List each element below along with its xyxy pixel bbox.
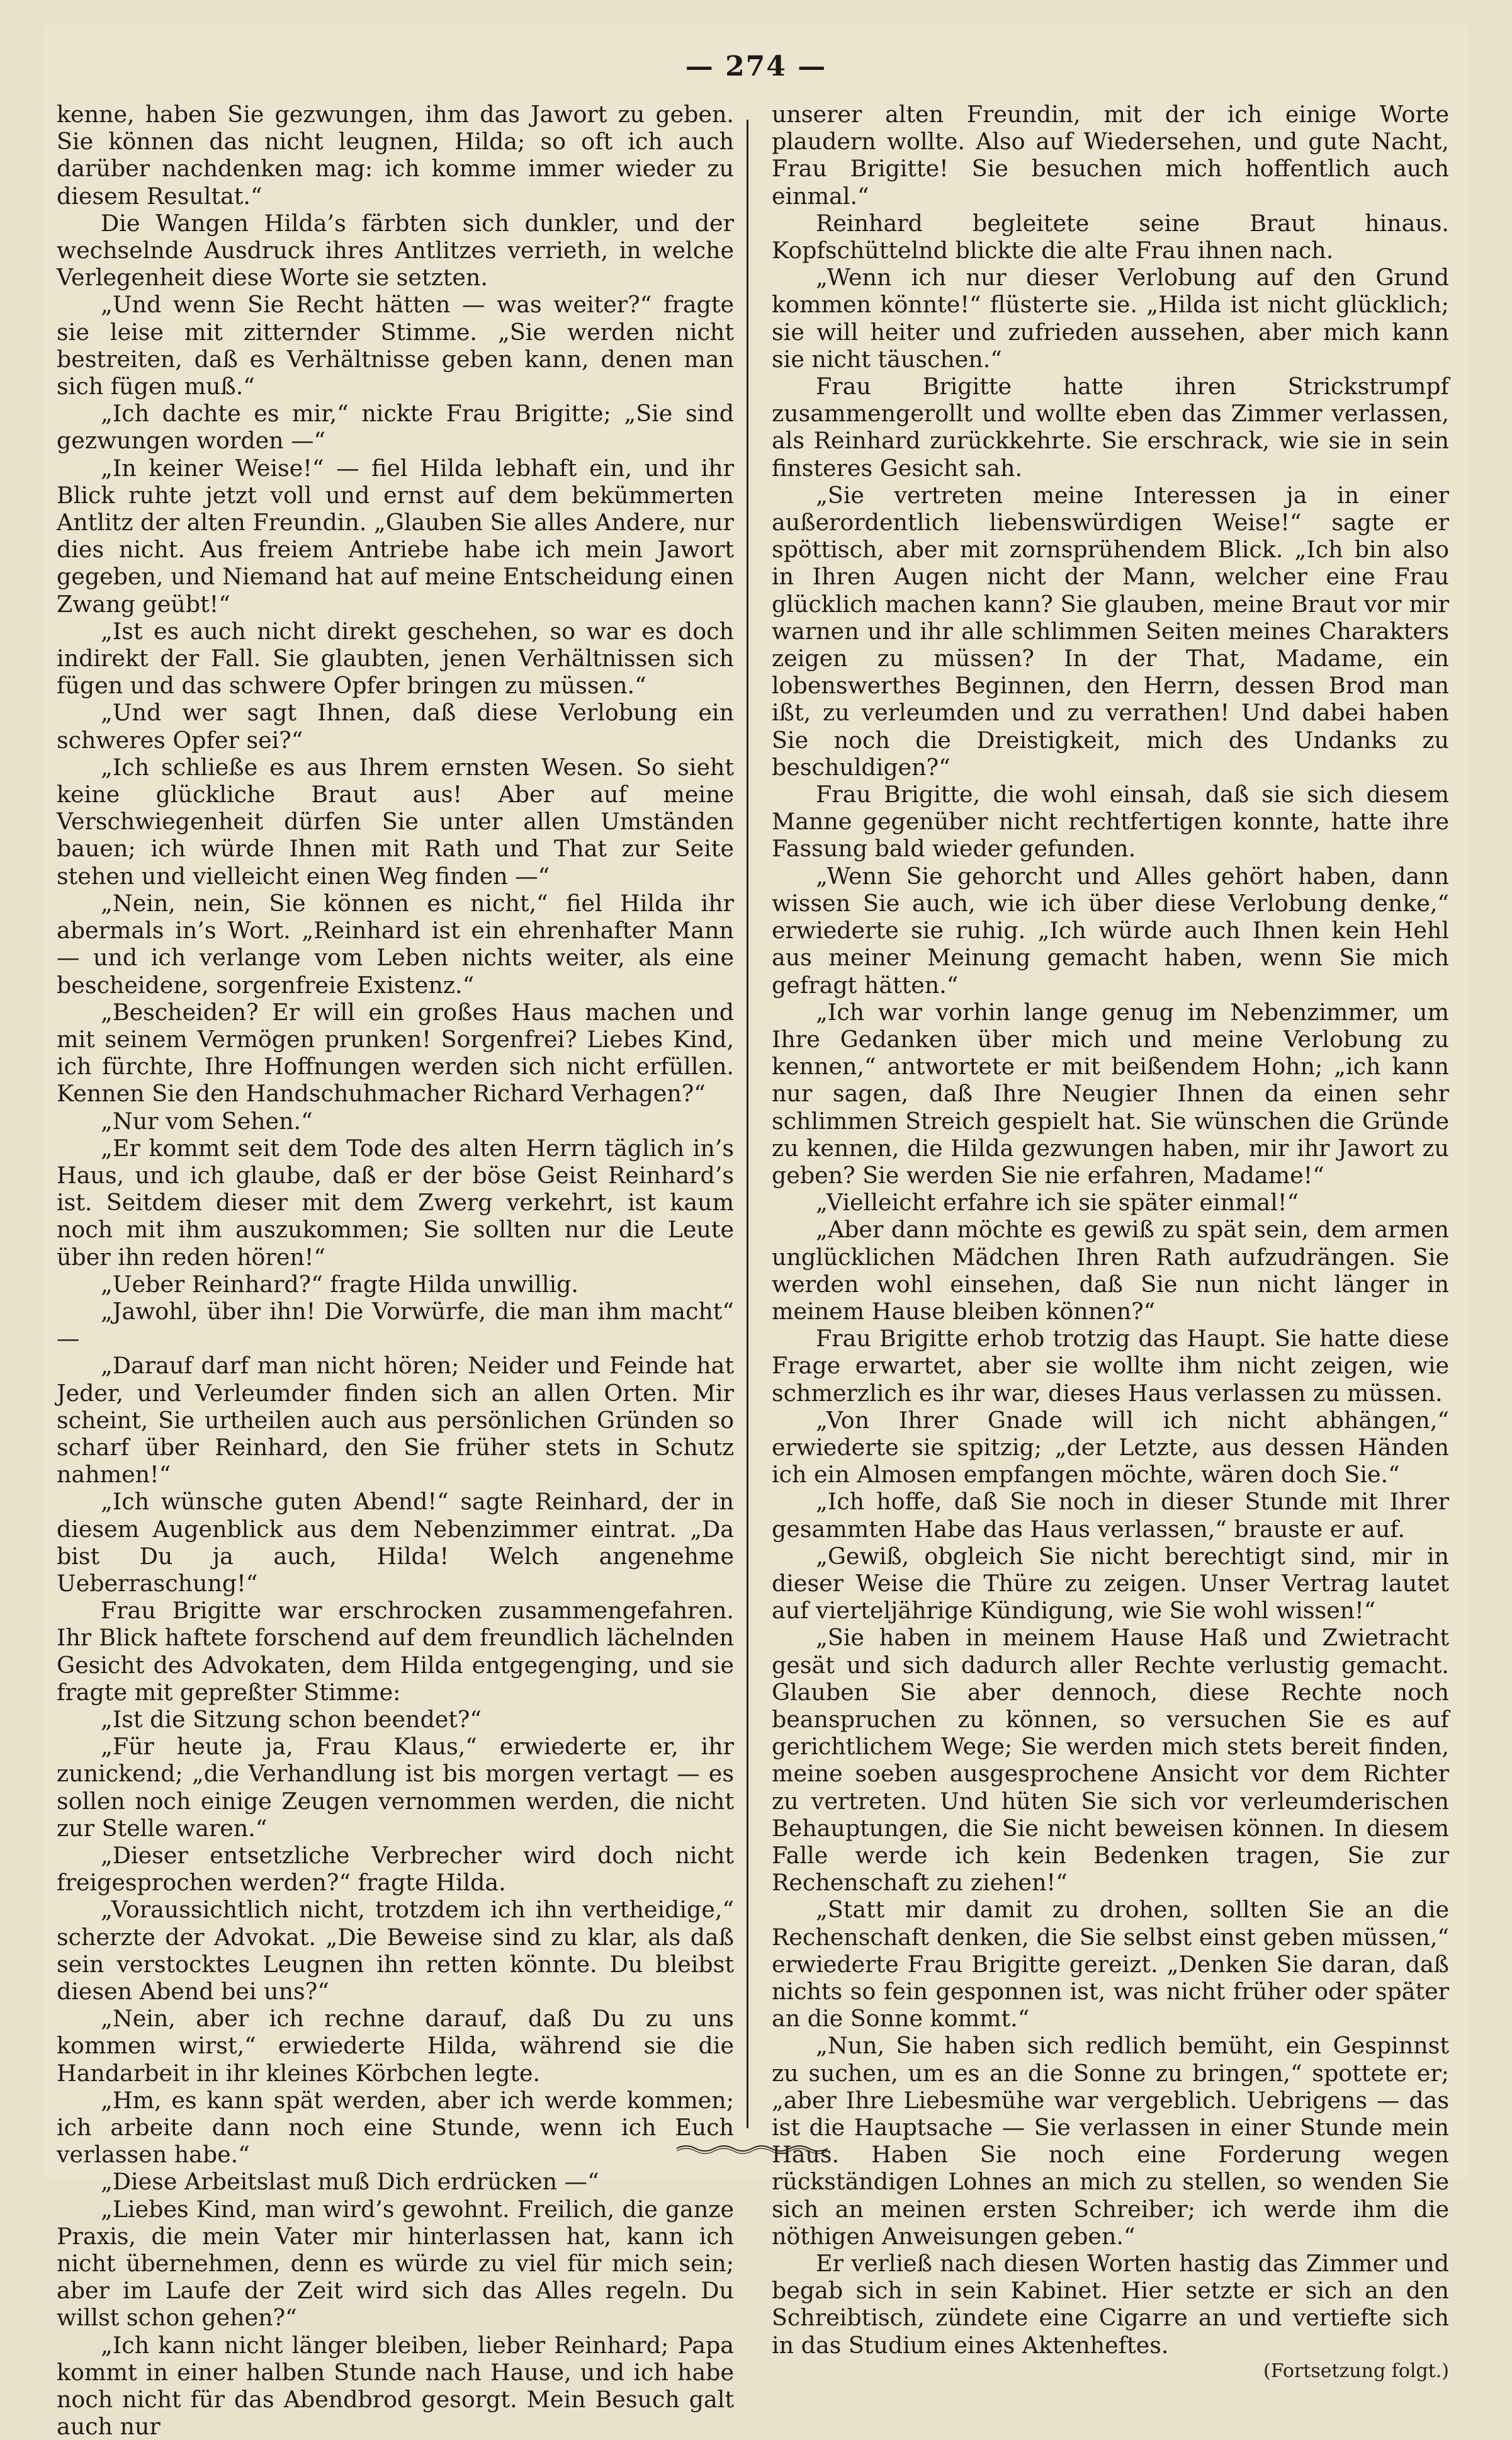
paragraph: „Liebes Kind, man wird’s gewohnt. Freilich, die ganze Praxis, die mein Vater mir hinterlassen hat, kann ich nicht übernehmen, denn es würde zu viel für mich sein; aber im Laufe der Zeit wird sich das Alles regeln. Du willst schon gehen?“ bbox=[57, 2195, 734, 2332]
end-ornament bbox=[674, 2142, 837, 2155]
paragraph: „In keiner Weise!“ — fiel Hilda lebhaft ein, und ihr Blick ruhte jetzt voll und ernst auf dem bekümmerten Antlitz der alten Freundin. „Glauben Sie alles Andere, nur dies nicht. Aus freiem Antriebe habe ich mein Jawort gegeben, und Niemand hat auf meine Entscheidung einen Zwang geübt!“ bbox=[57, 454, 734, 618]
paragraph: „Ich kann nicht länger bleiben, lieber Reinhard; Papa kommt in einer halben Stunde nach Hause, und ich habe noch nicht für das Abendbrod gesorgt. Mein Besuch galt auch nur bbox=[57, 2331, 734, 2440]
paragraph: „Ueber Reinhard?“ fragte Hilda unwillig. bbox=[101, 1270, 578, 1298]
paragraph: „Er kommt seit dem Tode des alten Herrn täglich in’s Haus, und ich glaube, daß er der böse Geist Reinhard’s ist. Seitdem dieser mit dem Zwerg verkehrt, ist kaum noch mit ihm auszukommen; Sie sollten nur die Leute über ihn reden hören!“ bbox=[57, 1134, 734, 1271]
newspaper-page bbox=[44, 25, 1468, 2440]
paragraph: „Und wenn Sie Recht hätten — was weiter?“ fragte sie leise mit zitternder Stimme. „Sie werden nicht bestreiten, daß es Verhältnisse geben kann, denen man sich fügen muß.“ bbox=[57, 291, 734, 400]
paragraph: „Jawohl, über ihn! Die Vorwürfe, die man ihm macht“ — bbox=[57, 1297, 734, 1353]
paragraph: „Für heute ja, Frau Klaus,“ erwiederte er, ihr zunickend; „die Verhandlung ist bis morgen vertagt — es sollen noch einige Zeugen vernommen werden, die nicht zur Stelle waren.“ bbox=[57, 1733, 734, 1842]
paragraph: „Wenn ich nur dieser Verlobung auf den Grund kommen könnte!“ flüsterte sie. „Hilda ist nicht glücklich; sie will heiter und zufrieden aussehen, aber mich kann sie nicht täuschen.“ bbox=[772, 264, 1449, 373]
paragraph: Frau Brigitte erhob trotzig das Haupt. Sie hatte diese Frage erwartet, aber sie wollte ihm nicht zeigen, wie schmerzlich es ihr war, dieses Haus verlassen zu müssen. bbox=[772, 1325, 1449, 1407]
paragraph: Frau Brigitte, die wohl einsah, daß sie sich diesem Manne gegenüber nicht rechtfertigen konnte, hatte ihre Fassung bald wieder gefunden. bbox=[772, 781, 1449, 863]
page-number: — 274 — bbox=[685, 50, 827, 82]
paragraph: unserer alten Freundin, mit der ich einige Worte plaudern wollte. Also auf Wiedersehen, und gute Nacht, Frau Brigitte! Sie besuchen mich hoffentlich auch einmal.“ bbox=[772, 101, 1449, 210]
paragraph: „Und wer sagt Ihnen, daß diese Verlobung ein schweres Opfer sei?“ bbox=[57, 699, 734, 754]
paragraph: „Nein, aber ich rechne darauf, daß Du zu uns kommen wirst,“ erwiederte Hilda, während sie die Handarbeit in ihr kleines Körbchen legte. bbox=[57, 2005, 734, 2087]
paragraph: Er verließ nach diesen Worten hastig das Zimmer und begab sich in sein Kabinet. Hier setzte er sich an den Schreibtisch, zündete eine Cigarre an und vertiefte sich in das Studium eines Aktenheftes. bbox=[772, 2250, 1449, 2359]
paragraph: „Gewiß, obgleich Sie nicht berechtigt sind, mir in dieser Weise die Thüre zu zeigen. Unser Vertrag lautet auf vierteljährige Kündigung, wie Sie wohl wissen!“ bbox=[772, 1542, 1449, 1625]
paragraph: „Ich hoffe, daß Sie noch in dieser Stunde mit Ihrer gesammten Habe das Haus verlassen,“ brauste er auf. bbox=[772, 1488, 1449, 1543]
paragraph: „Vielleicht erfahre ich sie später einmal!“ bbox=[816, 1189, 1299, 1217]
paragraph: „Wenn Sie gehorcht und Alles gehört haben, dann wissen Sie auch, wie ich über diese Verlobung denke,“ erwiederte sie ruhig. „Ich würde auch Ihnen kein Hehl aus meiner Meinung gemacht haben, wenn Sie mich gefragt hätten.“ bbox=[772, 862, 1449, 999]
paragraph: „Nun, Sie haben sich redlich bemüht, ein Gespinnst zu suchen, um es an die Sonne zu bringen,“ spottete er; „aber Ihre Liebesmühe war vergeblich. Uebrigens — das ist die Hauptsache — Sie verlassen in einer Stunde mein Haus. Haben Sie noch eine Forderung wegen rückständigen Lohnes an mich zu stellen, so wenden Sie sich an meinen ersten Schreiber; ich werde ihm die nöthigen Anweisungen geben.“ bbox=[772, 2032, 1449, 2250]
paragraph: „Nur vom Sehen.“ bbox=[101, 1107, 313, 1135]
paragraph: „Von Ihrer Gnade will ich nicht abhängen,“ erwiederte sie spitzig; „der Letzte, aus dessen Händen ich ein Almosen empfangen möchte, wären doch Sie.“ bbox=[772, 1406, 1449, 1489]
paragraph: „Dieser entsetzliche Verbrecher wird doch nicht freigesprochen werden?“ fragte Hilda. bbox=[57, 1842, 734, 1897]
paragraph: „Ich wünsche guten Abend!“ sagte Reinhard, der in diesem Augenblick aus dem Nebenzimmer eintrat. „Da bist Du ja auch, Hilda! Welch angenehme Ueberraschung!“ bbox=[57, 1488, 734, 1597]
continuation-note: (Fortsetzung folgt.) bbox=[1263, 2359, 1449, 2382]
paragraph: Reinhard begleitete seine Braut hinaus. Kopfschüttelnd blickte die alte Frau ihnen nach. bbox=[772, 209, 1449, 264]
paragraph: „Bescheiden? Er will ein großes Haus machen und mit seinem Vermögen prunken! Sorgenfrei? Liebes Kind, ich fürchte, Ihre Hoffnungen werden sich nicht erfüllen. Kennen Sie den Handschuhmacher Richard Verhagen?“ bbox=[57, 998, 734, 1108]
paragraph: Frau Brigitte hatte ihren Strickstrumpf zusammengerollt und wollte eben das Zimmer verlassen, als Reinhard zurückkehrte. Sie erschrack, wie sie in sein finsteres Gesicht sah. bbox=[772, 373, 1449, 482]
column-divider bbox=[747, 120, 748, 2128]
left-column bbox=[57, 101, 734, 2440]
paragraph: „Aber dann möchte es gewiß zu spät sein, dem armen unglücklichen Mädchen Ihren Rath aufzudrängen. Sie werden wohl einsehen, daß Sie nun nicht länger in meinem Hause bleiben können?“ bbox=[772, 1216, 1449, 1325]
paragraph: „Ist es auch nicht direkt geschehen, so war es doch indirekt der Fall. Sie glaubten, jenen Verhältnissen sich fügen und das schwere Opfer bringen zu müssen.“ bbox=[57, 617, 734, 700]
paragraph: „Ist die Sitzung schon beendet?“ bbox=[101, 1705, 482, 1733]
paragraph: Frau Brigitte war erschrocken zusammengefahren. Ihr Blick haftete forschend auf dem freundlich lächelnden Gesicht des Advokaten, dem Hilda entgegenging, und sie fragte mit gepreßter Stimme: bbox=[57, 1597, 734, 1706]
paragraph: „Ich war vorhin lange genug im Nebenzimmer, um Ihre Gedanken über mich und meine Verlobung zu kennen,“ antwortete er mit beißendem Hohn; „ich kann nur sagen, daß Ihre Neugier Ihnen da einen sehr schlimmen Streich gespielt hat. Sie wünschen die Gründe zu kennen, die Hilda gezwungen haben, mir ihr Jawort zu geben? Sie werden Sie nie erfahren, Madame!“ bbox=[772, 998, 1449, 1189]
paragraph: „Diese Arbeitslast muß Dich erdrücken —“ bbox=[101, 2168, 599, 2196]
paragraph: kenne, haben Sie gezwungen, ihm das Jawort zu geben. Sie können das nicht leugnen, Hilda; so oft ich auch darüber nachdenken mag: ich komme immer wieder zu diesem Resultat.“ bbox=[57, 101, 734, 210]
paragraph: „Nein, nein, Sie können es nicht,“ fiel Hilda ihr abermals in’s Wort. „Reinhard ist ein ehrenhafter Mann — und ich verlange vom Leben nichts weiter, als eine bescheidene, sorgenfreie Existenz.“ bbox=[57, 889, 734, 999]
paragraph: „Hm, es kann spät werden, aber ich werde kommen; ich arbeite dann noch eine Stunde, wenn ich Euch verlassen habe.“ bbox=[57, 2086, 734, 2169]
paragraph: „Statt mir damit zu drohen, sollten Sie an die Rechenschaft denken, die Sie selbst einst geben müssen,“ erwiederte Frau Brigitte gereizt. „Denken Sie daran, daß nichts so fein gesponnen ist, was nicht früher oder später an die Sonne kommt.“ bbox=[772, 1896, 1449, 2033]
right-column bbox=[772, 101, 1449, 2384]
paragraph: „Ich schließe es aus Ihrem ernsten Wesen. So sieht keine glückliche Braut aus! Aber auf meine Verschwiegenheit dürfen Sie unter allen Umständen bauen; ich würde Ihnen mit Rath und That zur Seite stehen und vielleicht einen Weg finden —“ bbox=[57, 753, 734, 890]
paragraph: Die Wangen Hilda’s färbten sich dunkler, und der wechselnde Ausdruck ihres Antlitzes verrieth, in welche Verlegenheit diese Worte sie setzten. bbox=[57, 209, 734, 292]
paragraph: „Sie vertreten meine Interessen ja in einer außerordentlich liebenswürdigen Weise!“ sagte er spöttisch, aber mit zornsprühendem Blick. „Ich bin also in Ihren Augen nicht der Mann, welcher eine Frau glücklich machen kann? Sie glauben, meine Braut vor mir warnen und ihr alle schlimmen Seiten meines Charakters zeigen zu müssen? In der That, Madame, ein lobenswerthes Beginnen, den Herrn, dessen Brod man ißt, zu verleumden und zu verrathen! Und dabei haben Sie noch die Dreistigkeit, mich des Undanks zu beschuldigen?“ bbox=[772, 481, 1449, 781]
paragraph: „Darauf darf man nicht hören; Neider und Feinde hat Jeder, und Verleumder finden sich an allen Orten. Mir scheint, Sie urtheilen auch aus persönlichen Gründen so scharf über Reinhard, den Sie früher stets in Schutz nahmen!“ bbox=[57, 1352, 734, 1489]
paragraph: „Ich dachte es mir,“ nickte Frau Brigitte; „Sie sind gezwungen worden —“ bbox=[57, 400, 734, 455]
paragraph: „Voraussichtlich nicht, trotzdem ich ihn vertheidige,“ scherzte der Advokat. „Die Beweise sind zu klar, als daß sein verstocktes Leugnen ihn retten könnte. Du bleibst diesen Abend bei uns?“ bbox=[57, 1896, 734, 2006]
paragraph: „Sie haben in meinem Hause Haß und Zwietracht gesät und sich dadurch aller Rechte verlustig gemacht. Glauben Sie aber dennoch, diese Rechte noch beanspruchen zu können, so versuchen Sie es auf gerichtlichem Wege; Sie werden mich stets bereit finden, meine soeben ausgesprochene Ansicht vor dem Richter zu vertreten. Und hüten Sie sich vor verleumderischen Behauptungen, die Sie nicht beweisen können. In diesem Falle werde ich kein Bedenken tragen, Sie zur Rechenschaft zu ziehen!“ bbox=[772, 1624, 1449, 1897]
